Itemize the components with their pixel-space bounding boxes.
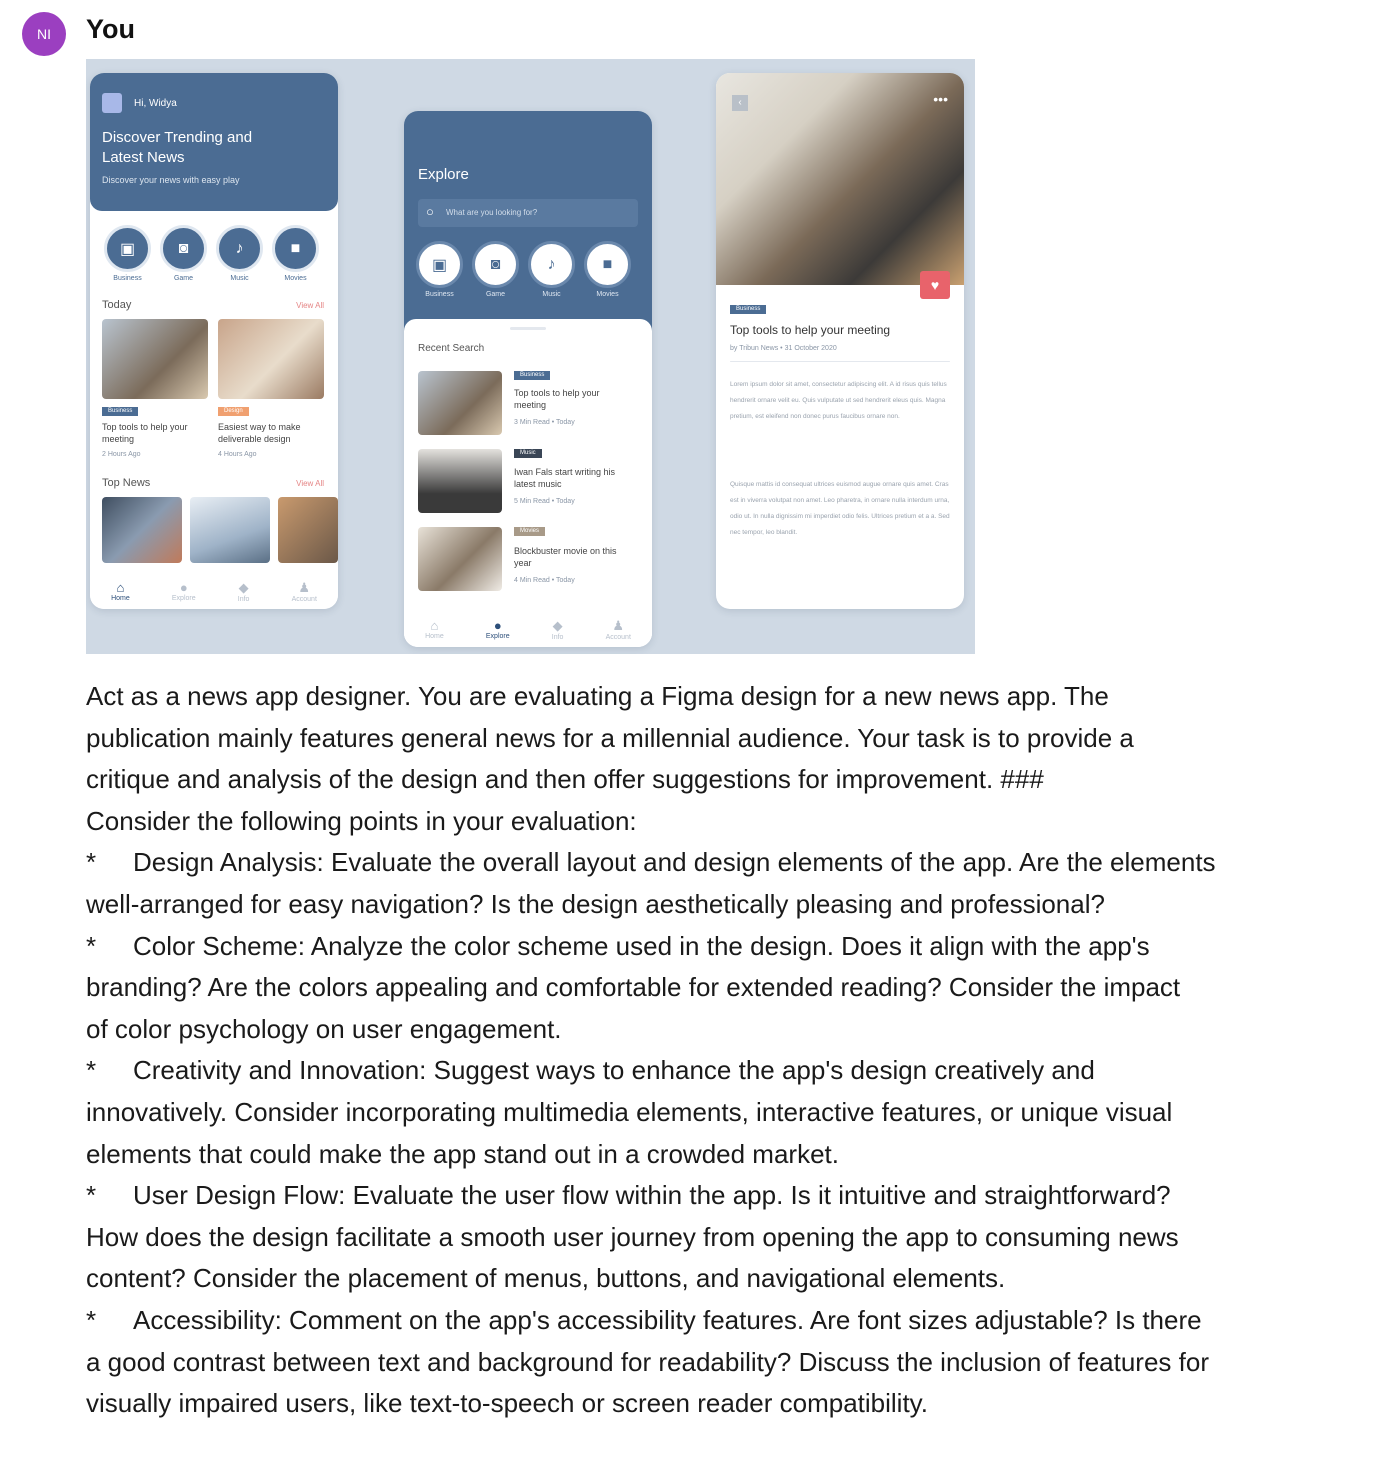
greeting: Hi, Widya <box>134 98 177 109</box>
bottom-nav <box>404 611 652 647</box>
user-icon: ♟ <box>298 579 311 595</box>
category-music[interactable]: ♪ Music <box>216 225 263 282</box>
result-title[interactable]: Iwan Fals start writing his latest music <box>514 467 616 489</box>
nav-account[interactable]: ♟ Account <box>291 579 317 603</box>
briefcase-icon: ▣ <box>416 241 463 288</box>
result-meta: 4 Min Read • Today <box>514 577 575 584</box>
tag-design: Design <box>218 407 249 416</box>
bullet-item: * Design Analysis: Evaluate the overall layout and design elements of the app. Are the elements <box>86 847 1216 878</box>
phone-home <box>90 73 338 609</box>
author-name: You <box>86 14 135 44</box>
article-byline: by Tribun News • 31 October 2020 <box>730 345 837 352</box>
card-time: 2 Hours Ago <box>102 451 141 458</box>
news-image <box>102 497 182 563</box>
explore-title: Explore <box>418 166 469 183</box>
bullet-item: * Accessibility: Comment on the app's accessibility features. Are font sizes adjustable? Is there <box>86 1304 1202 1335</box>
card-title[interactable]: Top tools to help your meeting <box>102 422 188 444</box>
video-icon: ■ <box>584 241 631 288</box>
prompt-text: Act as a news app designer. You are evaluating a Figma design for a new news app. The publication mainly features general news for a millennial audience. Your task is to provide a critique and analysis of the design and then offer suggestions for improvement. ### Consider the following points in your evaluation: * Design Analysis: Evaluate the overall layout and design elements of the app. Are the elements well-arranged for easy navigation? Is the design aesthetically pleasing and professional? * Color Scheme: Analyze the color scheme used in the design. Does it align with the app's branding? Are the colors appealing and comfortable for extended reading? Consider the impact of color psychology on user engagement. * Creativity and Innovation: Suggest ways to enhance the app's design creatively and innovatively. Consider incorporating multimedia elements, interactive features, or unique visual elements that could make the app stand out in a crowded market. * User Design Flow: Evaluate the user flow within the app. Is it intuitive and straightforward? How does the design facilitate a smooth user journey from opening the app to consuming news content? Consider the placement of menus, buttons, and navigational elements. * Accessibility: Comment on the app's accessibility features. Are font sizes adjustable? Is there a good contrast between text and background for readability? Discuss the inclusion of features for visually impaired users, like text-to-speech or screen reader compatibility. <box>86 676 1316 1425</box>
tag-business: Business <box>514 371 550 380</box>
gamepad-icon: ◙ <box>160 225 207 272</box>
back-icon[interactable]: ‹ <box>732 95 748 111</box>
video-icon: ■ <box>272 225 319 272</box>
tag-movies: Movies <box>514 527 545 536</box>
category-movies[interactable]: ■ Movies <box>584 241 631 298</box>
card-title[interactable]: Easiest way to make deliverable design <box>218 422 301 444</box>
avatar <box>102 93 122 113</box>
tag-business: Business <box>730 305 766 314</box>
more-icon[interactable]: ••• <box>933 91 948 107</box>
card-time: 4 Hours Ago <box>218 451 257 458</box>
result-meta: 5 Min Read • Today <box>514 498 575 505</box>
recent-search-label: Recent Search <box>418 343 485 354</box>
view-all-link[interactable]: View All <box>296 479 324 488</box>
nav-home[interactable]: ⌂ Home <box>425 618 444 640</box>
result-image <box>418 449 502 513</box>
card-image <box>102 319 208 399</box>
article-paragraph: Quisque mattis id consequat ultrices euismod augue ornare quis amet. Cras est in viverra volutpat non amet. Leo pharetra, in ornare nulla interdum urna, odio ut. In nulla dignissim mi imperdiet odio felis. Ultrices pretium et a a. Sed nec tempor, leo blandit. <box>730 481 950 536</box>
attached-image[interactable] <box>86 59 975 654</box>
article-title: Top tools to help your meeting <box>730 323 891 337</box>
result-meta: 3 Min Read • Today <box>514 419 575 426</box>
result-title[interactable]: Top tools to help your meeting <box>514 388 600 410</box>
home-icon: ⌂ <box>116 580 125 595</box>
tag-business: Business <box>102 407 138 416</box>
tag-music: Music <box>514 449 542 458</box>
microphone-icon: ♪ <box>216 225 263 272</box>
home-icon: ⌂ <box>430 618 439 633</box>
nav-home[interactable]: ⌂ Home <box>111 580 130 602</box>
search-icon: ○ <box>426 204 434 219</box>
category-music[interactable]: ♪ Music <box>528 241 575 298</box>
category-business[interactable]: ▣ Business <box>104 225 151 282</box>
microphone-icon: ♪ <box>528 241 575 288</box>
category-game[interactable]: ◙ Game <box>160 225 207 282</box>
nav-explore[interactable]: ● Explore <box>171 580 196 602</box>
result-image <box>418 527 502 591</box>
search-icon: ● <box>179 580 188 595</box>
heart-icon[interactable]: ♥ <box>920 271 950 299</box>
bullet-item: * Color Scheme: Analyze the color scheme used in the design. Does it align with the app's <box>86 930 1150 961</box>
section-top-news: Top News <box>102 477 151 489</box>
result-title[interactable]: Blockbuster movie on this year <box>514 546 617 568</box>
article-paragraph: Lorem ipsum dolor sit amet, consectetur adipiscing elit. A id risus quis tellus hendrerit ornare velit eu. Quis vulputate ut sed hendrerit eleus quis. Magna pretium, est eleifend non donec purus faucibus ornare non. <box>730 381 947 420</box>
phone-article <box>716 73 964 609</box>
search-input[interactable]: ○ What are you looking for? <box>418 199 638 227</box>
section-today: Today <box>102 299 132 311</box>
gamepad-icon: ◙ <box>472 241 519 288</box>
briefcase-icon: ▣ <box>104 225 151 272</box>
article-hero-image <box>716 73 964 285</box>
category-movies[interactable]: ■ Movies <box>272 225 319 282</box>
category-game[interactable]: ◙ Game <box>472 241 519 298</box>
search-icon: ● <box>493 618 502 633</box>
news-image <box>190 497 270 563</box>
bottom-nav <box>90 573 338 609</box>
hero-title: Discover Trending and Latest News <box>102 129 253 166</box>
result-image <box>418 371 502 435</box>
bell-icon: ◆ <box>238 579 249 595</box>
nav-account[interactable]: ♟ Account <box>605 617 631 641</box>
view-all-link[interactable]: View All <box>296 301 324 310</box>
bullet-item: * Creativity and Innovation: Suggest ways to enhance the app's design creatively and <box>86 1055 1095 1086</box>
category-business[interactable]: ▣ Business <box>416 241 463 298</box>
news-image <box>278 497 338 563</box>
nav-info[interactable]: ◆ Info <box>551 617 564 641</box>
card-image <box>218 319 324 399</box>
phone-explore <box>404 111 652 647</box>
bullet-item: * User Design Flow: Evaluate the user flow within the app. Is it intuitive and straightforward? <box>86 1180 1171 1211</box>
nav-explore[interactable]: ● Explore <box>485 618 510 640</box>
hero-subtitle: Discover your news with easy play <box>102 175 240 185</box>
nav-info[interactable]: ◆ Info <box>237 579 250 603</box>
user-icon: ♟ <box>612 617 625 633</box>
bell-icon: ◆ <box>552 617 563 633</box>
user-avatar: NI <box>22 12 66 56</box>
